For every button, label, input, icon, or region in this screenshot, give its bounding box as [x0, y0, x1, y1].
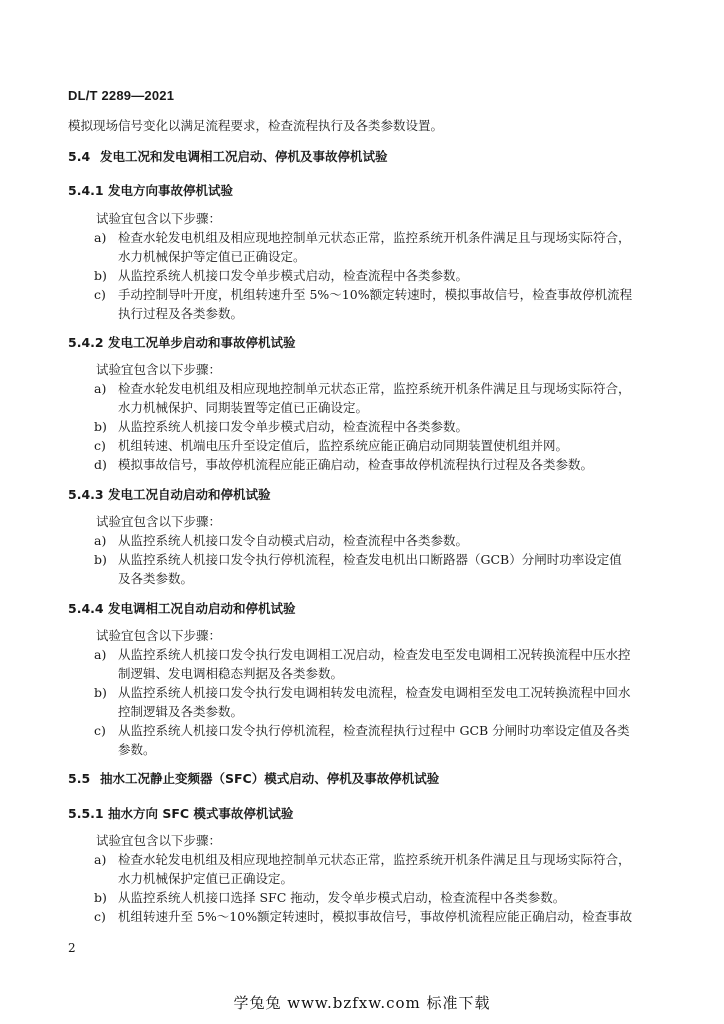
section-number: 5.4.2 [68, 335, 104, 350]
section-5-5-1-heading [68, 805, 293, 823]
section-5-4-1-heading [68, 182, 233, 200]
list-item-mark: c) [94, 438, 106, 453]
list-item-text: 机组转速升至 5%～10%额定转速时，模拟事故信号，事故停机流程应能正确启动，检查事故 [118, 909, 633, 924]
section-title: 抽水工况静止变频器（SFC）模式启动、停机及事故停机试验 [100, 771, 440, 786]
section-5-4-heading [68, 148, 388, 166]
section-number: 5.4 [68, 149, 91, 164]
list-item-text: 从监控系统人机接口发令执行发电调相工况启动，检查发电至发电调相工况转换流程中压水控 [118, 647, 631, 662]
section-title: 发电工况单步启动和事故停机试验 [108, 335, 296, 350]
steps-intro: 试验宜包含以下步骤： [96, 514, 222, 529]
list-item-mark: b) [94, 685, 107, 700]
section-number: 5.4.1 [68, 183, 104, 198]
list-item-text: 检查水轮发电机组及相应现地控制单元状态正常，监控系统开机条件满足且与现场实际符合， [118, 852, 631, 867]
list-item-text: 水力机械保护等定值已正确设定。 [118, 249, 306, 264]
page-number: 2 [68, 941, 76, 955]
section-number: 5.4.4 [68, 601, 104, 616]
section-number: 5.5.1 [68, 806, 104, 821]
section-5-4-4-heading [68, 600, 296, 618]
list-item-text: 水力机械保护定值已正确设定。 [118, 871, 294, 886]
list-item-text: 从监控系统人机接口发令单步模式启动，检查流程中各类参数。 [118, 268, 469, 283]
section-number: 5.5 [68, 771, 91, 786]
list-item-mark: b) [94, 552, 107, 567]
steps-intro: 试验宜包含以下步骤： [96, 628, 222, 643]
list-item-text: 控制逻辑及各类参数。 [118, 704, 244, 719]
list-item-mark: a) [94, 852, 107, 867]
section-title: 发电工况和发电调相工况启动、停机及事故停机试验 [100, 149, 388, 164]
list-item-mark: b) [94, 268, 107, 283]
list-item-mark: b) [94, 419, 107, 434]
list-item-text: 从监控系统人机接口发令执行发电调相转发电流程，检查发电调相至发电工况转换流程中回水 [118, 685, 631, 700]
list-item-mark: a) [94, 230, 107, 245]
standard-code: DL/T 2289—2021 [68, 88, 175, 103]
list-item-mark: a) [94, 533, 107, 548]
section-5-4-2-heading [68, 334, 296, 352]
section-title: 发电调相工况自动启动和停机试验 [108, 601, 296, 616]
list-item-mark: c) [94, 287, 106, 302]
list-item-text: 参数。 [118, 742, 156, 757]
list-item-mark: c) [94, 723, 106, 738]
list-item-text: 从监控系统人机接口发令执行停机流程，检查流程执行过程中 GCB 分闸时功率设定值及各类 [118, 723, 630, 738]
section-5-4-3-heading [68, 486, 271, 504]
steps-intro: 试验宜包含以下步骤： [96, 362, 222, 377]
list-item-text: 水力机械保护、同期装置等定值已正确设定。 [118, 400, 369, 415]
list-item-text: 模拟事故信号，事故停机流程应能正确启动，检查事故停机流程执行过程及各类参数。 [118, 457, 594, 472]
list-item-mark: d) [94, 457, 107, 472]
list-item-mark: a) [94, 647, 107, 662]
list-item-mark: b) [94, 890, 107, 905]
list-item-mark: a) [94, 381, 107, 396]
section-title: 抽水方向 SFC 模式事故停机试验 [108, 806, 294, 821]
list-item-text: 机组转速、机端电压升至设定值后，监控系统应能正确启动同期装置使机组并网。 [118, 438, 569, 453]
section-title: 发电方向事故停机试验 [108, 183, 234, 198]
section-title: 发电工况自动启动和停机试验 [108, 487, 271, 502]
watermark-footer: 学兔兔 www.bzfxw.com 标准下载 [233, 994, 491, 1012]
list-item-text: 手动控制导叶开度，机组转速升至 5%～10%额定转速时，模拟事故信号，检查事故停机流程 [118, 287, 633, 302]
section-number: 5.4.3 [68, 487, 104, 502]
intro-line: 模拟现场信号变化以满足流程要求，检查流程执行及各类参数设置。 [68, 118, 444, 133]
list-item-text: 制逻辑、发电调相稳态判据及各类参数。 [118, 666, 344, 681]
steps-intro: 试验宜包含以下步骤： [96, 833, 222, 848]
list-item-text: 检查水轮发电机组及相应现地控制单元状态正常，监控系统开机条件满足且与现场实际符合， [118, 230, 631, 245]
list-item-text: 从监控系统人机接口发令执行停机流程，检查发电机出口断路器（GCB）分闸时功率设定值 [118, 552, 622, 567]
section-5-5-heading [68, 770, 439, 788]
list-item-mark: c) [94, 909, 106, 924]
list-item-text: 执行过程及各类参数。 [118, 306, 244, 321]
list-item-text: 及各类参数。 [118, 571, 194, 586]
steps-intro: 试验宜包含以下步骤： [96, 211, 222, 226]
list-item-text: 从监控系统人机接口发令单步模式启动，检查流程中各类参数。 [118, 419, 469, 434]
list-item-text: 从监控系统人机接口发令自动模式启动，检查流程中各类参数。 [118, 533, 469, 548]
list-item-text: 检查水轮发电机组及相应现地控制单元状态正常，监控系统开机条件满足且与现场实际符合， [118, 381, 631, 396]
list-item-text: 从监控系统人机接口选择 SFC 拖动，发令单步模式启动，检查流程中各类参数。 [118, 890, 566, 905]
